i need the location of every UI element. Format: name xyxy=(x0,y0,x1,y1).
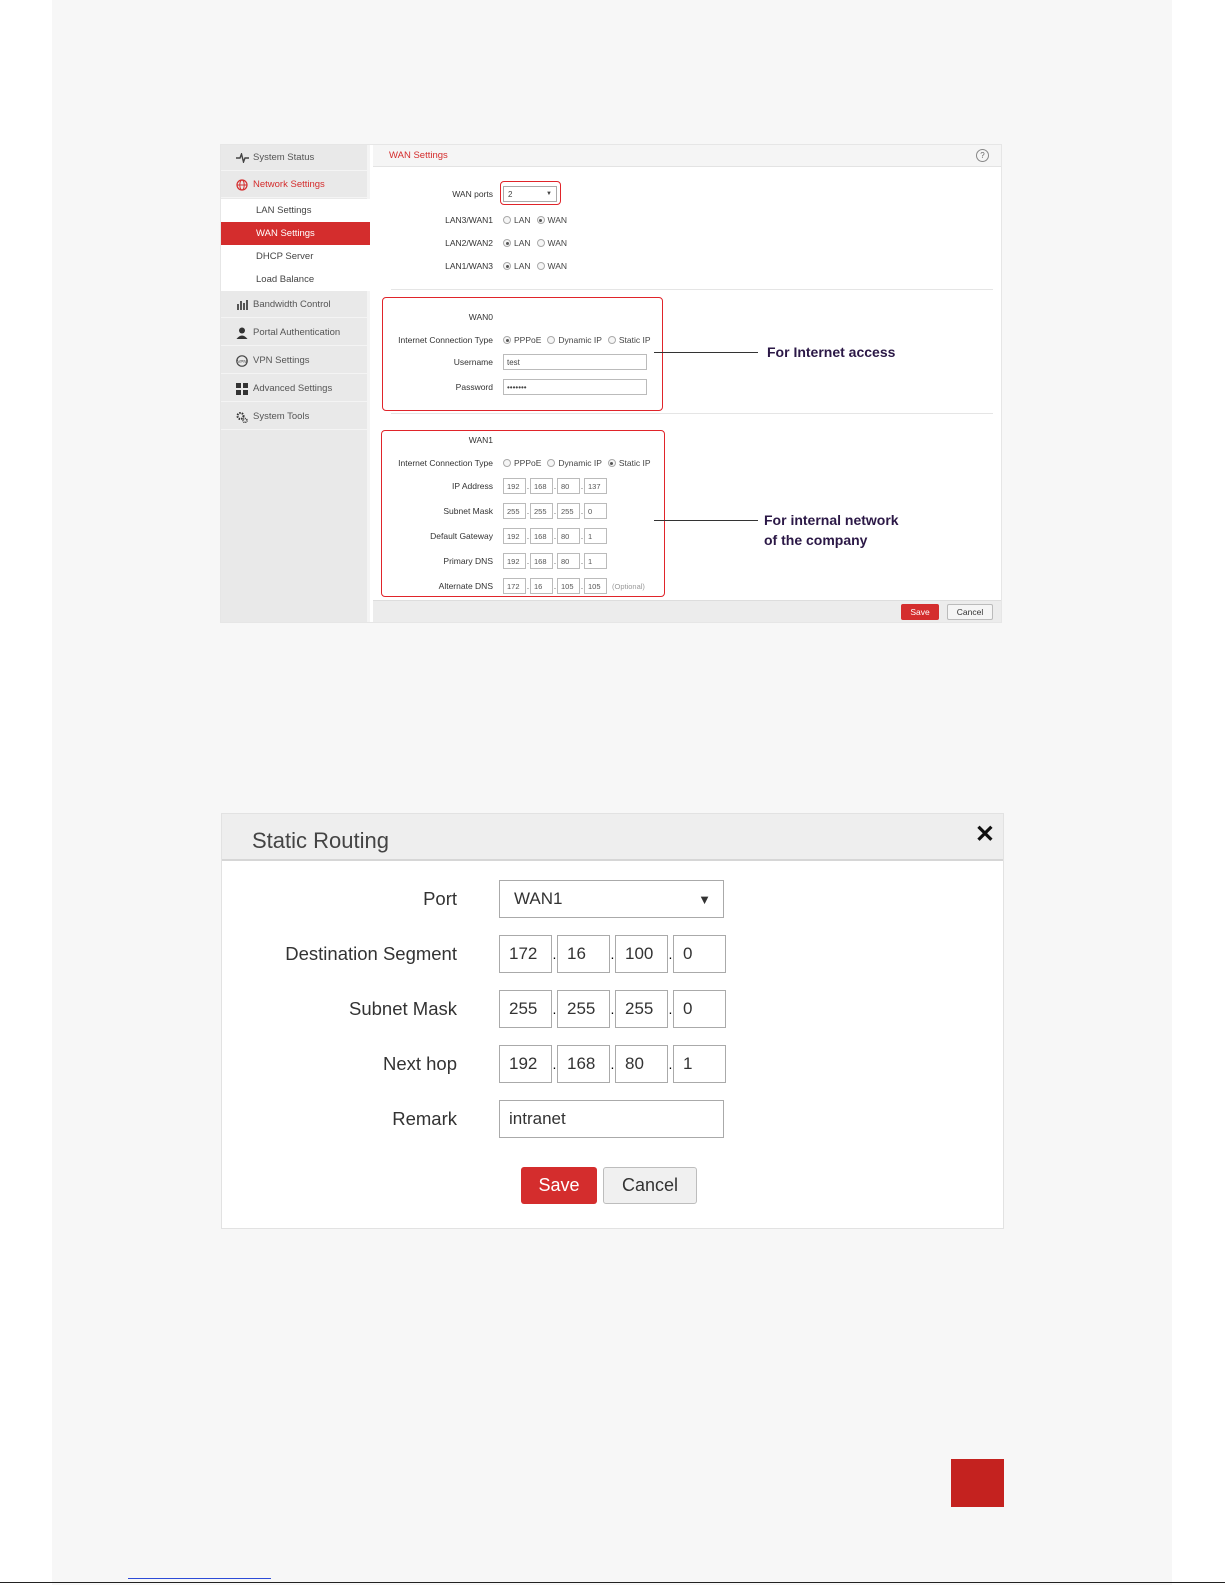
callout-internet-access: For Internet access xyxy=(767,344,896,360)
dns1-octet-3[interactable]: 80 xyxy=(557,553,580,569)
highlight-box xyxy=(500,181,561,205)
lan1-wan3-label: LAN1/WAN3 xyxy=(445,261,493,271)
optional-note: (Optional) xyxy=(612,581,645,591)
sidebar-item-network-settings[interactable] xyxy=(221,172,370,198)
help-icon[interactable]: ? xyxy=(976,149,989,162)
dest-octet-2[interactable]: 16 xyxy=(557,935,610,973)
dns2-octet-3[interactable]: 105 xyxy=(557,578,580,594)
dialog-header xyxy=(222,814,1003,861)
mask-octet-2[interactable]: 255 xyxy=(557,990,610,1028)
gw-octet-1[interactable]: 192 xyxy=(503,528,526,544)
radio-label: Static IP xyxy=(618,458,651,468)
main-content xyxy=(373,145,1001,622)
gateway-label: Default Gateway xyxy=(430,531,493,541)
subnet-mask-label: Subnet Mask xyxy=(349,998,457,1019)
remark-row xyxy=(222,1100,1002,1138)
sidebar-item-label: System Status xyxy=(253,152,315,163)
port-value: WAN1 xyxy=(514,889,563,908)
hop-octet-3[interactable]: 80 xyxy=(615,1045,668,1083)
dns2-octet-1[interactable]: 172 xyxy=(503,578,526,594)
vpn-icon xyxy=(235,354,249,368)
dialog-cancel-button[interactable]: Cancel xyxy=(603,1167,697,1204)
primary-dns-label: Primary DNS xyxy=(443,556,493,566)
lan3-wan1-row xyxy=(373,212,973,228)
page-title: WAN Settings xyxy=(373,145,1001,167)
sidebar-item-bandwidth-control[interactable] xyxy=(221,292,370,318)
radio-label: Dynamic IP xyxy=(558,458,602,468)
sidebar-item-label: Bandwidth Control xyxy=(253,299,331,310)
dialog-title: Static Routing xyxy=(252,828,389,853)
ip-octet-3[interactable]: 80 xyxy=(557,478,580,494)
lan3-wan-radio[interactable] xyxy=(537,215,568,225)
next-hop-label: Next hop xyxy=(382,1053,457,1074)
remark-label: Remark xyxy=(392,1108,457,1129)
sidebar-item-label: Portal Authentication xyxy=(253,327,341,338)
radio-label: Static IP xyxy=(618,335,651,345)
dest-octet-1[interactable]: 172 xyxy=(499,935,552,973)
svg-text:VPN: VPN xyxy=(237,358,247,364)
mask-octet-2[interactable]: 255 xyxy=(530,503,553,519)
sidebar-subitem-lan-settings[interactable]: LAN Settings xyxy=(221,199,370,222)
sidebar-item-label: VPN Settings xyxy=(253,355,310,366)
lan2-wan2-label: LAN2/WAN2 xyxy=(445,238,493,248)
gw-octet-4[interactable]: 1 xyxy=(584,528,607,544)
port-label: Port xyxy=(423,888,457,909)
wan1-static-radio[interactable] xyxy=(608,458,651,468)
ip-address-label: IP Address xyxy=(452,481,493,491)
radio-label: PPPoE xyxy=(514,458,542,468)
sidebar-item-advanced-settings[interactable] xyxy=(221,376,370,402)
hop-octet-4[interactable]: 1 xyxy=(673,1045,726,1083)
dns1-octet-2[interactable]: 168 xyxy=(530,553,553,569)
sidebar-item-portal-authentication[interactable] xyxy=(221,320,370,346)
wan0-title-row xyxy=(373,309,973,325)
sidebar-item-label: Network Settings xyxy=(253,179,325,190)
gears-icon xyxy=(235,410,249,424)
mask-octet-4[interactable]: 0 xyxy=(673,990,726,1028)
lan3-wan1-label: LAN3/WAN1 xyxy=(445,215,493,225)
wan0-static-radio[interactable] xyxy=(608,335,651,345)
divider xyxy=(391,289,993,290)
dns1-octet-4[interactable]: 1 xyxy=(584,553,607,569)
mask-octet-4[interactable]: 0 xyxy=(584,503,607,519)
connection-type-label: Internet Connection Type xyxy=(398,458,493,468)
destination-label: Destination Segment xyxy=(285,943,457,964)
wan1-title: WAN1 xyxy=(468,435,493,445)
radio-label: LAN xyxy=(514,215,531,225)
wan0-password-row xyxy=(373,379,973,395)
dest-octet-4[interactable]: 0 xyxy=(673,935,726,973)
callout-line xyxy=(654,520,758,521)
sidebar-subitem-dhcp-server[interactable]: DHCP Server xyxy=(221,245,370,268)
radio-label: WAN xyxy=(547,215,568,225)
sidebar-item-label: System Tools xyxy=(253,411,310,422)
password-label: Password xyxy=(455,382,493,392)
mask-octet-3[interactable]: 255 xyxy=(615,990,668,1028)
lan1-lan-radio[interactable] xyxy=(503,261,531,271)
page-number-badge xyxy=(951,1459,1004,1507)
close-icon[interactable]: ✕ xyxy=(974,821,995,848)
wan0-dynamic-radio[interactable] xyxy=(547,335,601,345)
chevron-down-icon: ▼ xyxy=(546,191,552,197)
wan0-pppoe-radio[interactable] xyxy=(503,335,541,345)
footer-link-underline xyxy=(128,1578,271,1579)
lan1-wan-radio[interactable] xyxy=(537,261,568,271)
next-hop-row: Next hop 192 . 168 . 80 . 1 xyxy=(222,1045,1002,1083)
lan3-lan-radio[interactable] xyxy=(503,215,531,225)
sidebar-subitem-wan-settings[interactable]: WAN Settings xyxy=(221,222,370,245)
dest-octet-3[interactable]: 100 xyxy=(615,935,668,973)
mask-octet-3[interactable]: 255 xyxy=(557,503,580,519)
remark-input[interactable]: intranet xyxy=(499,1100,724,1138)
divider xyxy=(391,413,993,414)
alternate-dns-label: Alternate DNS xyxy=(438,581,493,591)
callout-internal-network-line1: For internal network xyxy=(764,512,899,528)
sidebar-item-system-status[interactable] xyxy=(221,145,370,171)
sidebar-item-system-tools[interactable] xyxy=(221,404,370,430)
hop-octet-2[interactable]: 168 xyxy=(557,1045,610,1083)
dialog-save-button[interactable]: Save xyxy=(521,1167,597,1204)
sidebar-item-label: Advanced Settings xyxy=(253,383,333,394)
sidebar-subitem-load-balance[interactable]: Load Balance xyxy=(221,268,370,291)
wan-ports-row xyxy=(373,186,973,202)
wan-ports-label: WAN ports xyxy=(452,189,493,199)
wan1-mask-row: Subnet Mask 255 . 255 . 255 . 0 xyxy=(373,503,973,519)
lan2-wan2-row xyxy=(373,235,973,251)
pulse-icon xyxy=(235,151,249,165)
radio-label: LAN xyxy=(514,261,531,271)
wan1-ip-row: IP Address 192 . 168 . 80 . 137 xyxy=(373,478,973,494)
footer-bar xyxy=(373,600,1001,622)
mask-octet-1[interactable]: 255 xyxy=(499,990,552,1028)
footer-rule xyxy=(0,1582,1225,1583)
wan1-connection-row xyxy=(373,455,973,471)
callout-line xyxy=(654,352,758,353)
mask-octet-1[interactable]: 255 xyxy=(503,503,526,519)
lan2-wan-radio[interactable] xyxy=(537,238,568,248)
save-button[interactable]: Save xyxy=(901,604,939,620)
connection-type-label: Internet Connection Type xyxy=(398,335,493,345)
radio-label: LAN xyxy=(514,238,531,248)
wan1-dns2-row: Alternate DNS 172 . 16 . 105 . 105 (Optional) xyxy=(373,578,973,594)
grid-icon xyxy=(235,382,249,396)
destination-row: Destination Segment 172 . 16 . 100 . 0 xyxy=(222,935,1002,973)
password-input[interactable]: ••••••• xyxy=(503,379,647,395)
radio-label: WAN xyxy=(547,261,568,271)
lan1-wan3-row xyxy=(373,258,973,274)
ip-octet-1[interactable]: 192 xyxy=(503,478,526,494)
static-routing-dialog xyxy=(221,813,1004,1229)
router-wan-settings-screenshot xyxy=(220,144,1002,623)
globe-icon xyxy=(235,178,249,192)
bar-chart-icon xyxy=(235,298,249,312)
dns2-octet-2[interactable]: 16 xyxy=(530,578,553,594)
wan0-title: WAN0 xyxy=(468,312,493,322)
gw-octet-2[interactable]: 168 xyxy=(530,528,553,544)
chevron-down-icon: ▼ xyxy=(698,891,711,907)
wan1-title-row xyxy=(373,432,973,448)
port-row xyxy=(222,880,1002,918)
lan2-lan-radio[interactable] xyxy=(503,238,531,248)
ip-octet-4[interactable]: 137 xyxy=(584,478,607,494)
dns2-octet-4[interactable]: 105 xyxy=(584,578,607,594)
gw-octet-3[interactable]: 80 xyxy=(557,528,580,544)
sidebar-item-vpn-settings[interactable] xyxy=(221,348,370,374)
hop-octet-1[interactable]: 192 xyxy=(499,1045,552,1083)
callout-internal-network-line2: of the company xyxy=(764,532,868,548)
wan1-dns1-row: Primary DNS 192 . 168 . 80 . 1 xyxy=(373,553,973,569)
sidebar xyxy=(221,145,370,622)
username-label: Username xyxy=(453,357,493,367)
cancel-button[interactable]: Cancel xyxy=(947,604,993,620)
wan-ports-value: 2 xyxy=(508,189,513,199)
dns1-octet-1[interactable]: 192 xyxy=(503,553,526,569)
port-select[interactable] xyxy=(499,880,724,918)
radio-label: PPPoE xyxy=(514,335,542,345)
wan1-pppoe-radio[interactable] xyxy=(503,458,541,468)
username-input[interactable]: test xyxy=(503,354,647,370)
user-icon xyxy=(235,326,249,340)
ip-octet-2[interactable]: 168 xyxy=(530,478,553,494)
wan1-gateway-row: Default Gateway 192 . 168 . 80 . 1 xyxy=(373,528,973,544)
radio-label: Dynamic IP xyxy=(558,335,602,345)
subnet-mask-label: Subnet Mask xyxy=(443,506,493,516)
mask-row: Subnet Mask 255 . 255 . 255 . 0 xyxy=(222,990,1002,1028)
radio-label: WAN xyxy=(547,238,568,248)
wan1-dynamic-radio[interactable] xyxy=(547,458,601,468)
